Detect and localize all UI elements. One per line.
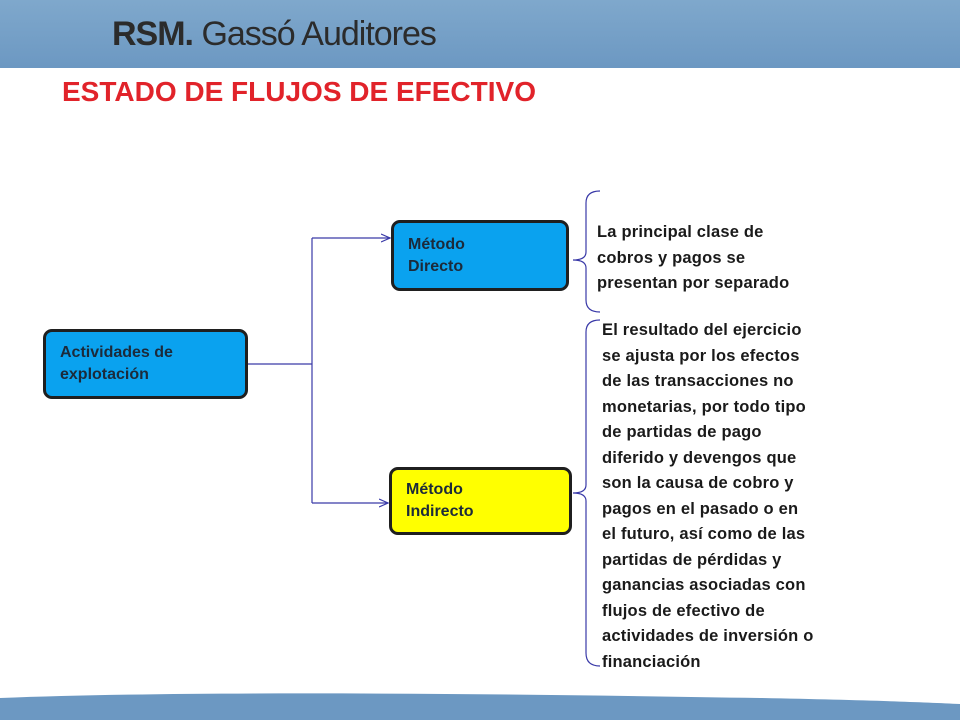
desc-line: El resultado del ejercicio — [602, 321, 802, 339]
brace-indirect — [573, 320, 600, 666]
indirect-line-1: Método — [406, 481, 463, 498]
direct-line-2: Directo — [408, 257, 464, 275]
desc-line: de partidas de pago — [602, 423, 762, 441]
desc-line: diferido y devengos que — [602, 448, 797, 467]
desc-line: monetarias, por todo tipo — [602, 397, 806, 416]
desc-line: partidas de pérdidas y — [602, 550, 782, 569]
root-line-1: Actividades de — [60, 344, 173, 361]
indirect-line-2: Indirecto — [406, 503, 474, 520]
desc-line: cobros y pagos se — [597, 248, 746, 267]
description-metodo-indirecto — [602, 318, 814, 675]
box-metodo-indirecto — [389, 467, 572, 535]
desc-line: financiación — [602, 652, 701, 671]
desc-line: son la causa de cobro y — [602, 474, 794, 492]
description-metodo-directo — [597, 220, 789, 297]
slide-title: ESTADO DE FLUJOS DE EFECTIVO — [62, 76, 536, 107]
desc-line: presentan por separado — [597, 274, 790, 292]
brace-direct — [573, 191, 600, 312]
desc-line: ganancias asociadas con — [602, 576, 806, 594]
box-actividades-explotacion — [43, 329, 248, 399]
direct-line-1: Método — [408, 235, 465, 253]
desc-line: de las transacciones no — [602, 372, 794, 390]
footer-wave — [0, 692, 960, 720]
box-metodo-directo — [391, 220, 569, 291]
desc-line: el futuro, así como de las — [602, 525, 806, 543]
logo-company-name: Gassó Auditores — [193, 15, 436, 53]
desc-line: actividades de inversión o — [602, 627, 814, 645]
root-line-2: explotación — [60, 366, 149, 383]
desc-line: La principal clase de — [597, 223, 764, 241]
footer-wave-shape — [0, 693, 960, 720]
logo-rsm: RSM. — [112, 15, 193, 53]
desc-line: flujos de efectivo de — [602, 601, 765, 620]
desc-line: se ajusta por los efectos — [602, 346, 800, 365]
desc-line: pagos en el pasado o en — [602, 499, 799, 518]
